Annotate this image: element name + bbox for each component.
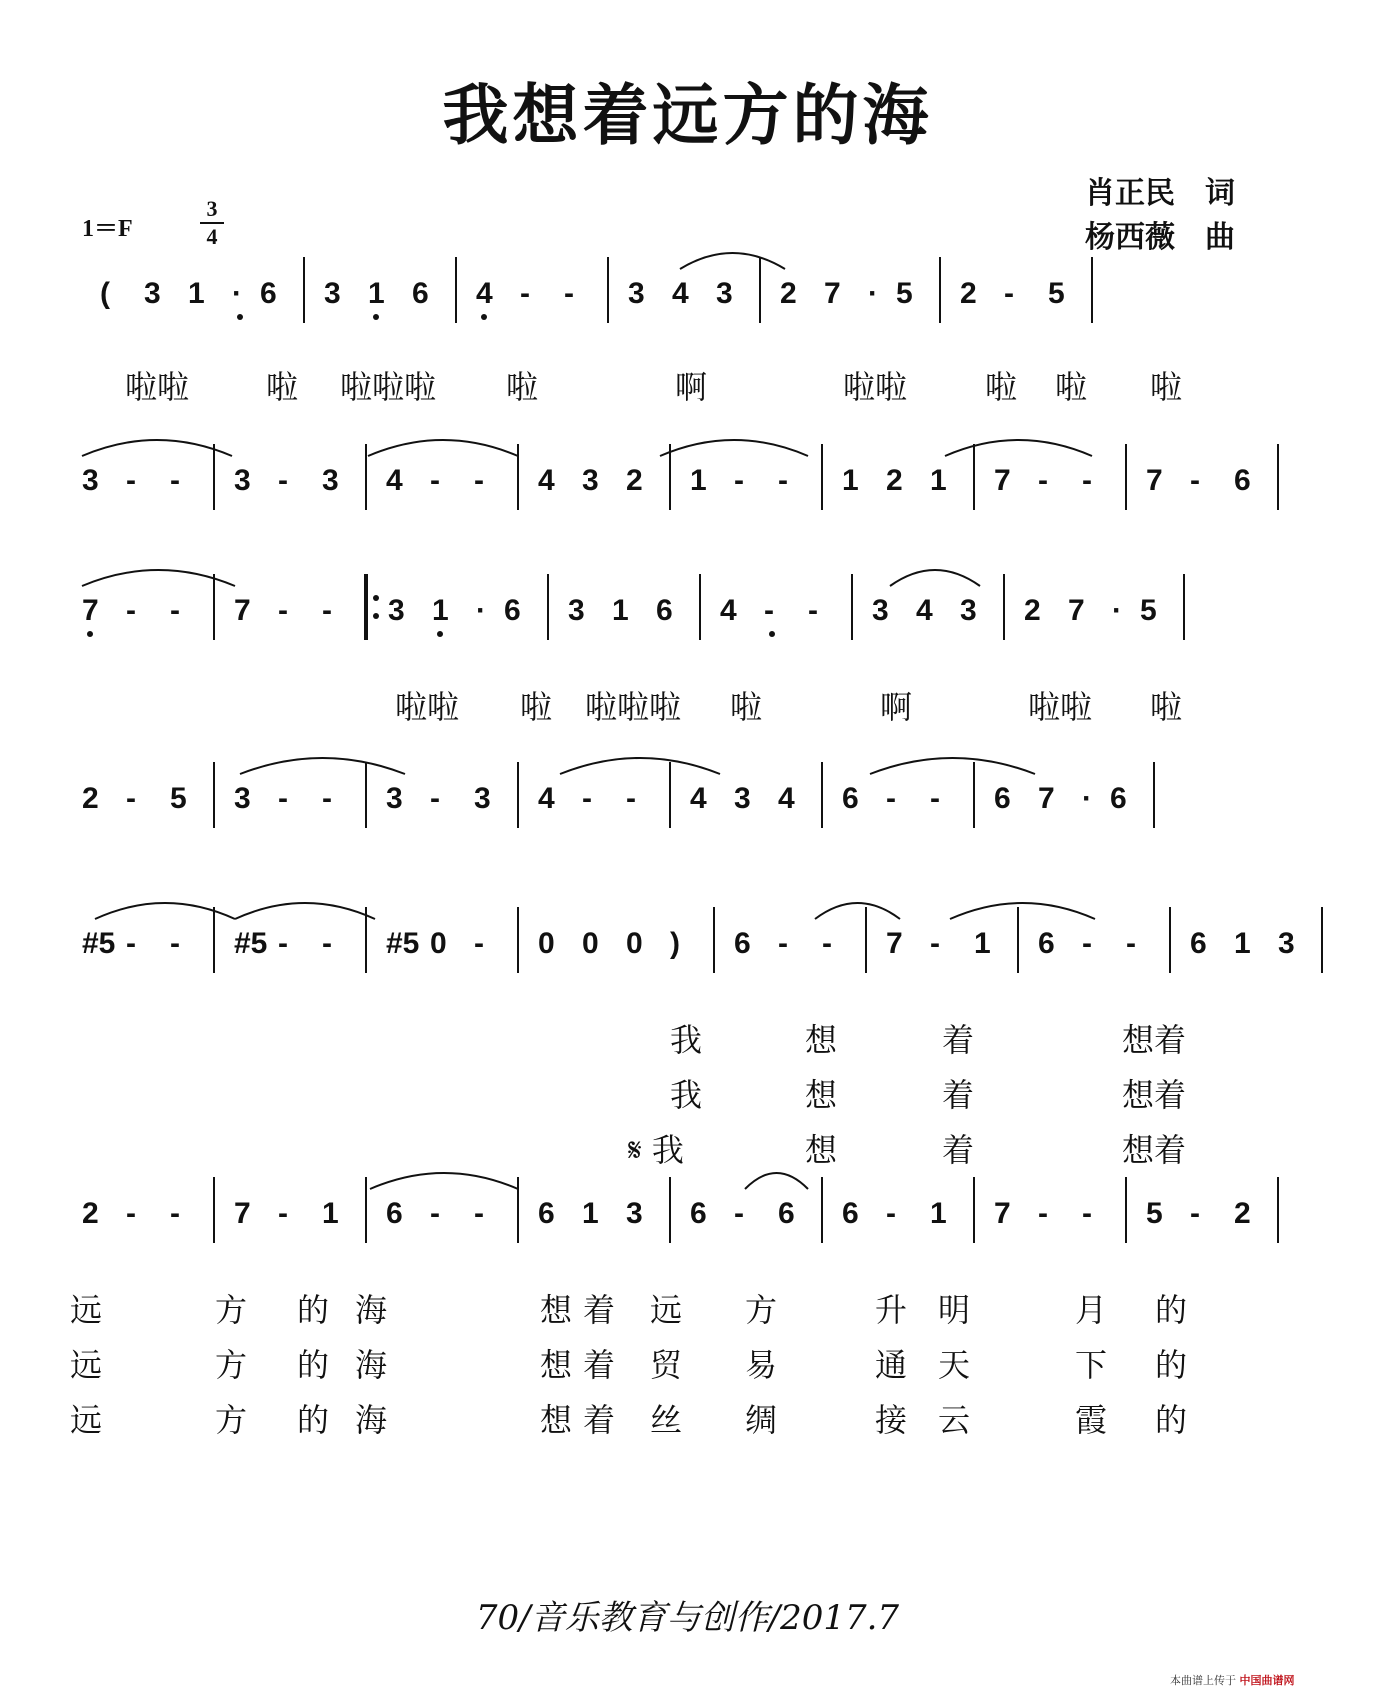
lyric-syllable: 啦啦 bbox=[1028, 688, 1093, 726]
slur-arc bbox=[660, 440, 808, 456]
note: - bbox=[170, 927, 180, 960]
note: 6 bbox=[386, 1197, 403, 1230]
note: 1 bbox=[974, 927, 991, 960]
note: - bbox=[126, 782, 136, 815]
note: 1 bbox=[930, 464, 947, 497]
lower-octave-dot bbox=[87, 631, 93, 637]
lyric-syllable: 方 bbox=[745, 1291, 778, 1329]
slur-arc bbox=[240, 758, 405, 774]
note: - bbox=[278, 464, 288, 497]
note: 6 bbox=[1234, 464, 1251, 497]
lyric-syllable: 啦啦啦 bbox=[340, 368, 437, 406]
note: 6 bbox=[656, 594, 673, 627]
note: - bbox=[778, 464, 788, 497]
lyric-syllable: 贸 bbox=[650, 1346, 683, 1384]
note: - bbox=[822, 927, 832, 960]
lower-octave-dot bbox=[769, 631, 775, 637]
note: - bbox=[170, 1197, 180, 1230]
note: - bbox=[322, 594, 332, 627]
lyric-syllable: 啦 bbox=[730, 688, 763, 726]
note: 3 bbox=[1278, 927, 1295, 960]
slur-arc bbox=[945, 440, 1092, 456]
score-line bbox=[0, 895, 1375, 985]
staff-svg bbox=[0, 245, 1375, 335]
lyric-syllable: 明 bbox=[938, 1291, 971, 1329]
note: #5 bbox=[386, 927, 420, 960]
lyric-syllable: 啦啦 bbox=[125, 368, 190, 406]
lyric-syllable: 方 bbox=[215, 1346, 248, 1384]
lyric-syllable: 海 bbox=[355, 1346, 388, 1384]
note: · bbox=[1112, 594, 1122, 627]
note: 2 bbox=[1024, 594, 1041, 627]
lyric-syllable: 的 bbox=[1155, 1291, 1188, 1329]
lyric-syllable: 海 bbox=[355, 1291, 388, 1329]
note: 0 bbox=[430, 927, 447, 960]
repeat-dot bbox=[373, 595, 379, 601]
lyric-syllable: 易 bbox=[745, 1346, 778, 1384]
lyric-syllable: 𝄋 我 bbox=[628, 1131, 684, 1169]
note: 4 bbox=[778, 782, 795, 815]
note: 7 bbox=[1146, 464, 1163, 497]
note: - bbox=[430, 1197, 440, 1230]
note: 2 bbox=[886, 464, 903, 497]
note: 6 bbox=[1038, 927, 1055, 960]
note: - bbox=[734, 1197, 744, 1230]
note: 3 bbox=[474, 782, 491, 815]
lyric-syllable: 想着 bbox=[1122, 1021, 1187, 1059]
lower-octave-dot bbox=[437, 631, 443, 637]
lyric-syllable: 着 bbox=[583, 1346, 616, 1384]
note: - bbox=[886, 782, 896, 815]
score-line bbox=[0, 245, 1375, 335]
note: 3 bbox=[960, 594, 977, 627]
note: 3 bbox=[628, 277, 645, 310]
note: 6 bbox=[412, 277, 429, 310]
note: 7 bbox=[82, 594, 99, 627]
lyric-syllable: 天 bbox=[938, 1346, 971, 1384]
note: 6 bbox=[538, 1197, 555, 1230]
lyric-syllable: 远 bbox=[70, 1291, 103, 1329]
note: 1 bbox=[582, 1197, 599, 1230]
note: 4 bbox=[538, 782, 555, 815]
lyric-syllable: 想 bbox=[540, 1291, 573, 1329]
note: 7 bbox=[824, 277, 841, 310]
lyric-syllable: 啦 bbox=[1150, 368, 1183, 406]
note: - bbox=[930, 927, 940, 960]
note: - bbox=[734, 464, 744, 497]
footer-citation: 70/音乐教育与创作/2017.7 bbox=[475, 1598, 900, 1638]
note: 7 bbox=[994, 1197, 1011, 1230]
note: - bbox=[430, 782, 440, 815]
staff-svg bbox=[0, 895, 1375, 985]
note: - bbox=[474, 464, 484, 497]
note: 5 bbox=[1048, 277, 1065, 310]
time-numerator: 3 bbox=[200, 196, 224, 224]
note: 1 bbox=[690, 464, 707, 497]
note: 3 bbox=[324, 277, 341, 310]
note: - bbox=[126, 927, 136, 960]
note: - bbox=[764, 594, 774, 627]
note: 4 bbox=[690, 782, 707, 815]
note: 3 bbox=[716, 277, 733, 310]
lyric-syllable: 着 bbox=[942, 1021, 975, 1059]
note: - bbox=[930, 782, 940, 815]
note: - bbox=[1004, 277, 1014, 310]
note: #5 bbox=[234, 927, 268, 960]
slur-arc bbox=[82, 570, 235, 586]
note: - bbox=[126, 1197, 136, 1230]
note: - bbox=[1038, 464, 1048, 497]
note: 1 bbox=[930, 1197, 947, 1230]
note: 6 bbox=[778, 1197, 795, 1230]
lyric-syllable: 远 bbox=[70, 1401, 103, 1439]
note: 6 bbox=[260, 277, 277, 310]
lyric-syllable: 丝 bbox=[650, 1401, 683, 1439]
lyric-syllable: 我 bbox=[670, 1021, 703, 1059]
lyricist-credit: 肖正民 词 bbox=[1085, 176, 1235, 211]
lyric-syllable: 霞 bbox=[1075, 1401, 1108, 1439]
lyric-syllable: 方 bbox=[215, 1401, 248, 1439]
note: 5 bbox=[170, 782, 187, 815]
note: - bbox=[1038, 1197, 1048, 1230]
note: ( bbox=[100, 277, 110, 310]
note: 3 bbox=[734, 782, 751, 815]
note: 1 bbox=[842, 464, 859, 497]
lyric-syllable: 接 bbox=[875, 1401, 908, 1439]
note: 3 bbox=[144, 277, 161, 310]
slur-arc bbox=[560, 758, 720, 774]
note: 3 bbox=[582, 464, 599, 497]
note: 0 bbox=[626, 927, 643, 960]
note: 2 bbox=[82, 1197, 99, 1230]
watermark-site: 中国曲谱网 bbox=[1239, 1674, 1295, 1687]
note: - bbox=[278, 1197, 288, 1230]
note: #5 bbox=[82, 927, 116, 960]
note: 6 bbox=[994, 782, 1011, 815]
lyric-syllable: 想 bbox=[805, 1021, 838, 1059]
note: 2 bbox=[780, 277, 797, 310]
note: 4 bbox=[476, 277, 493, 310]
repeat-dot bbox=[373, 613, 379, 619]
note: - bbox=[1126, 927, 1136, 960]
note: 7 bbox=[234, 1197, 251, 1230]
note: - bbox=[582, 782, 592, 815]
note: 6 bbox=[1190, 927, 1207, 960]
lyric-syllable: 着 bbox=[942, 1131, 975, 1169]
note: 5 bbox=[896, 277, 913, 310]
watermark bbox=[1170, 1672, 1295, 1688]
note: - bbox=[170, 594, 180, 627]
time-signature bbox=[200, 196, 224, 250]
note: 0 bbox=[538, 927, 555, 960]
time-denominator: 4 bbox=[206, 224, 218, 249]
note: - bbox=[1082, 464, 1092, 497]
lyric-syllable: 着 bbox=[583, 1401, 616, 1439]
lyric-syllable: 远 bbox=[650, 1291, 683, 1329]
note: - bbox=[778, 927, 788, 960]
note: - bbox=[1190, 464, 1200, 497]
note: · bbox=[1082, 782, 1092, 815]
slur-arc bbox=[890, 570, 980, 586]
note: - bbox=[564, 277, 574, 310]
lyric-syllable: 升 bbox=[875, 1291, 908, 1329]
staff-svg bbox=[0, 562, 1375, 652]
lyric-syllable: 远 bbox=[70, 1346, 103, 1384]
slur-arc bbox=[82, 440, 232, 456]
lyric-syllable: 绸 bbox=[745, 1401, 778, 1439]
note: - bbox=[1082, 1197, 1092, 1230]
note: - bbox=[322, 782, 332, 815]
note: 1 bbox=[368, 277, 385, 310]
lyric-syllable: 想着 bbox=[1122, 1131, 1187, 1169]
note: 3 bbox=[872, 594, 889, 627]
lyric-syllable: 云 bbox=[938, 1401, 971, 1439]
note: 6 bbox=[734, 927, 751, 960]
note: · bbox=[232, 277, 242, 310]
key-signature: 1＝F bbox=[82, 216, 133, 242]
lyric-syllable: 想 bbox=[540, 1346, 573, 1384]
lower-octave-dot bbox=[373, 314, 379, 320]
note: 6 bbox=[690, 1197, 707, 1230]
note: 0 bbox=[582, 927, 599, 960]
lower-octave-dot bbox=[237, 314, 243, 320]
score-line bbox=[0, 562, 1375, 652]
note: 7 bbox=[234, 594, 251, 627]
lyric-syllable: 想 bbox=[805, 1131, 838, 1169]
note: 1 bbox=[322, 1197, 339, 1230]
note: 4 bbox=[386, 464, 403, 497]
lyric-syllable: 我 bbox=[670, 1076, 703, 1114]
lyric-syllable: 啦啦 bbox=[395, 688, 460, 726]
note: 3 bbox=[388, 594, 405, 627]
note: - bbox=[474, 927, 484, 960]
note: - bbox=[430, 464, 440, 497]
note: 6 bbox=[1110, 782, 1127, 815]
note: 1 bbox=[188, 277, 205, 310]
note: · bbox=[476, 594, 486, 627]
note: 2 bbox=[1234, 1197, 1251, 1230]
note: - bbox=[520, 277, 530, 310]
note: 2 bbox=[82, 782, 99, 815]
lyric-syllable: 通 bbox=[875, 1346, 908, 1384]
note: - bbox=[808, 594, 818, 627]
note: - bbox=[626, 782, 636, 815]
note: 2 bbox=[960, 277, 977, 310]
slur-arc bbox=[815, 903, 900, 919]
note: 6 bbox=[842, 782, 859, 815]
lyric-syllable: 的 bbox=[1155, 1346, 1188, 1384]
note: 1 bbox=[432, 594, 449, 627]
note: 1 bbox=[1234, 927, 1251, 960]
note: 3 bbox=[386, 782, 403, 815]
lyric-syllable: 啦 bbox=[266, 368, 299, 406]
note: 7 bbox=[994, 464, 1011, 497]
note: - bbox=[322, 927, 332, 960]
note: - bbox=[170, 464, 180, 497]
lyric-syllable: 想 bbox=[805, 1076, 838, 1114]
note: 7 bbox=[1068, 594, 1085, 627]
lyric-syllable: 啦啦 bbox=[843, 368, 908, 406]
composer-credit: 杨西薇 曲 bbox=[1085, 220, 1235, 255]
slur-arc bbox=[368, 440, 518, 456]
lyric-syllable: 月 bbox=[1075, 1291, 1108, 1329]
note: 3 bbox=[322, 464, 339, 497]
note: 3 bbox=[568, 594, 585, 627]
lyric-syllable: 想着 bbox=[1122, 1076, 1187, 1114]
note: 3 bbox=[234, 782, 251, 815]
staff-svg bbox=[0, 750, 1375, 840]
lyric-syllable: 的 bbox=[297, 1291, 330, 1329]
lyric-syllable: 的 bbox=[297, 1346, 330, 1384]
note: · bbox=[868, 277, 878, 310]
note: 3 bbox=[234, 464, 251, 497]
note: 5 bbox=[1146, 1197, 1163, 1230]
staff-svg bbox=[0, 432, 1375, 522]
lyric-syllable: 想 bbox=[540, 1401, 573, 1439]
watermark-text: 本曲谱上传于 bbox=[1170, 1674, 1236, 1687]
note: - bbox=[126, 594, 136, 627]
note: 7 bbox=[1038, 782, 1055, 815]
slur-arc bbox=[680, 253, 785, 269]
slur-arc bbox=[745, 1173, 808, 1189]
lyric-syllable: 啦 bbox=[506, 368, 539, 406]
lyric-syllable: 方 bbox=[215, 1291, 248, 1329]
note: ) bbox=[670, 927, 680, 960]
lyric-syllable: 着 bbox=[583, 1291, 616, 1329]
note: 2 bbox=[626, 464, 643, 497]
note: 1 bbox=[612, 594, 629, 627]
note: 6 bbox=[504, 594, 521, 627]
lyric-syllable: 啦 bbox=[1150, 688, 1183, 726]
lyric-syllable: 的 bbox=[297, 1401, 330, 1439]
note: - bbox=[886, 1197, 896, 1230]
lyric-syllable: 啦 bbox=[520, 688, 553, 726]
note: 3 bbox=[82, 464, 99, 497]
score-line bbox=[0, 432, 1375, 522]
lyric-syllable: 啦啦啦 bbox=[585, 688, 682, 726]
lyric-syllable: 的 bbox=[1155, 1401, 1188, 1439]
slur-arc bbox=[235, 903, 375, 919]
lyric-syllable: 啦 bbox=[1055, 368, 1088, 406]
score-line bbox=[0, 1165, 1375, 1255]
lower-octave-dot bbox=[481, 314, 487, 320]
lyric-syllable: 海 bbox=[355, 1401, 388, 1439]
note: - bbox=[278, 927, 288, 960]
note: - bbox=[1190, 1197, 1200, 1230]
note: - bbox=[474, 1197, 484, 1230]
note: 7 bbox=[886, 927, 903, 960]
lyric-syllable: 下 bbox=[1075, 1346, 1108, 1384]
note: 4 bbox=[916, 594, 933, 627]
note: - bbox=[278, 594, 288, 627]
note: 5 bbox=[1140, 594, 1157, 627]
note: - bbox=[126, 464, 136, 497]
note: 3 bbox=[626, 1197, 643, 1230]
song-title: 我想着远方的海 bbox=[442, 76, 933, 154]
note: 4 bbox=[538, 464, 555, 497]
slur-arc bbox=[870, 758, 1035, 774]
lyric-syllable: 着 bbox=[942, 1076, 975, 1114]
staff-svg bbox=[0, 1165, 1375, 1255]
note: 6 bbox=[842, 1197, 859, 1230]
lyric-syllable: 啊 bbox=[880, 688, 913, 726]
note: 4 bbox=[672, 277, 689, 310]
lyric-syllable: 啦 bbox=[985, 368, 1018, 406]
score-line bbox=[0, 750, 1375, 840]
slur-arc bbox=[950, 903, 1095, 919]
note: 4 bbox=[720, 594, 737, 627]
note: - bbox=[1082, 927, 1092, 960]
note: - bbox=[278, 782, 288, 815]
slur-arc bbox=[370, 1173, 518, 1189]
lyric-syllable: 啊 bbox=[675, 368, 708, 406]
